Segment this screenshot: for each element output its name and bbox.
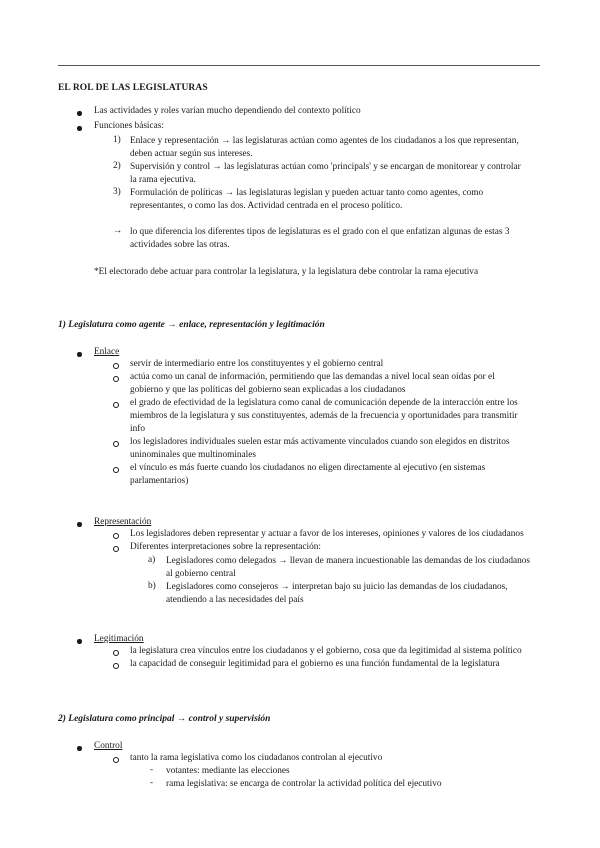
dash-marker: - (150, 778, 154, 788)
dash-marker: - (150, 765, 154, 775)
enlace-item-3-line-3: info (130, 424, 145, 434)
function-3-marker: 3) (113, 187, 121, 197)
enlace-item-5-line-1: el vínculo es más fuerte cuando los ciudadanos no eligen directamente al ejecutivo (en sistemas (130, 463, 486, 473)
bullet-icon (77, 522, 82, 527)
section-2-heading: 2) Legislatura como principal → control y supervisión (58, 714, 271, 724)
representacion-item-1: Los legisladores deben representar y actuar a favor de los intereses, opiniones y valores de los ciudadanos (130, 529, 524, 539)
bullet-icon (77, 111, 82, 116)
circle-bullet-icon (113, 467, 119, 473)
sub-b-line-2: atendiendo a las necesidades del país (166, 595, 304, 605)
circle-bullet-icon (113, 441, 119, 447)
sub-a-line-2: al gobierno central (166, 569, 236, 579)
enlace-item-3-line-2: miembros de la legislatura y sus constituyentes, además de la frecuencia y oportunidades para transmitir (130, 411, 518, 421)
arrow-icon: → (113, 226, 123, 236)
circle-bullet-icon (113, 546, 119, 552)
legitimacion-item-2: la capacidad de conseguir legitimidad para el gobierno es una función fundamental de la legislatura (130, 659, 500, 669)
legitimacion-item-1: la legislatura crea vínculos entre los ciudadanos y el gobierno, cosa que da legitimidad al sistema político (130, 646, 522, 656)
circle-bullet-icon (113, 650, 119, 656)
function-2-marker: 2) (113, 161, 121, 171)
function-2-line-1: Supervisión y control → las legislaturas actúan como 'principals' y se encargan de monitorear y controlar (130, 162, 521, 172)
circle-bullet-icon (113, 376, 119, 382)
function-1-marker: 1) (113, 135, 121, 145)
enlace-item-5-line-2: parlamentarios) (130, 476, 189, 486)
enlace-item-4-line-1: los legisladores individuales suelen estar más activamente vinculados cuando son elegidos en distritos (130, 437, 510, 447)
bullet-icon (77, 639, 82, 644)
circle-bullet-icon (113, 363, 119, 369)
top-divider (58, 65, 540, 66)
intro-bullet-1: Las actividades y roles varían mucho dependiendo del contexto político (94, 106, 361, 116)
enlace-item-1: servir de intermediario entre los constituyentes y el gobierno central (130, 359, 384, 369)
function-1-line-2: deben actuar según sus intereses. (130, 149, 253, 159)
control-dash-2: rama legislativa: se encarga de controlar la actividad política del ejecutivo (166, 779, 442, 789)
enlace-item-2-line-2: gobierno y que las políticas del gobierno sean explicadas a los ciudadanos (130, 385, 406, 395)
arrow-note-line-2: actividades sobre las otras. (130, 240, 230, 250)
representacion-item-2: Diferentes interpretaciones sobre la representación: (130, 542, 322, 552)
function-1-line-1: Enlace y representación → las legislaturas actúan como agentes de los ciudadanos a los que representan, (130, 136, 519, 146)
enlace-label: Enlace (94, 347, 120, 357)
circle-bullet-icon (113, 757, 119, 763)
page-title: EL ROL DE LAS LEGISLATURAS (58, 83, 208, 93)
footnote: *El electorado debe actuar para controlar la legislatura, y la legislatura debe controlar la rama ejecutiva (94, 267, 479, 277)
bullet-icon (77, 352, 82, 357)
function-3-line-1: Formulación de políticas → las legislaturas legislan y pueden actuar tanto como agentes, como (130, 188, 484, 198)
enlace-item-2-line-1: actúa como un canal de información, permitiendo que las demandas a nivel local sean oídas por el (130, 372, 495, 382)
enlace-item-4-line-2: uninominales que multinominales (130, 450, 257, 460)
legitimacion-label: Legitimación (94, 634, 144, 644)
enlace-item-3-line-1: el grado de efectividad de la legislatura como canal de comunicación depende de la interacción entre los (130, 398, 518, 408)
sub-a-marker: a) (148, 555, 156, 565)
section-1-heading: 1) Legislatura como agente → enlace, representación y legitimación (58, 320, 325, 330)
control-label: Control (94, 741, 123, 751)
control-dash-1: votantes: mediante las elecciones (166, 766, 290, 776)
sub-b-marker: b) (148, 581, 156, 591)
function-3-line-2: representantes, o como las dos. Actividad centrada en el proceso político. (130, 201, 403, 211)
sub-b-line-1: Legisladores como consejeros → interpretan bajo su juicio las demandas de los ciudadanos, (166, 582, 508, 592)
arrow-note-line-1: lo que diferencia los diferentes tipos de legislaturas es el grado con el que enfatizan algunas de estas 3 (130, 227, 510, 237)
intro-bullet-2: Funciones básicas: (94, 121, 164, 131)
sub-a-line-1: Legisladores como delegados → llevan de manera incuestionable las demandas de los ciudadanos (166, 556, 531, 566)
bullet-icon (77, 746, 82, 751)
bullet-icon (77, 126, 82, 131)
function-2-line-2: la rama ejecutiva. (130, 175, 196, 185)
circle-bullet-icon (113, 533, 119, 539)
control-item: tanto la rama legislativa como los ciudadanos controlan al ejecutivo (130, 753, 383, 763)
circle-bullet-icon (113, 402, 119, 408)
circle-bullet-icon (113, 663, 119, 669)
representacion-label: Representación (94, 517, 152, 527)
